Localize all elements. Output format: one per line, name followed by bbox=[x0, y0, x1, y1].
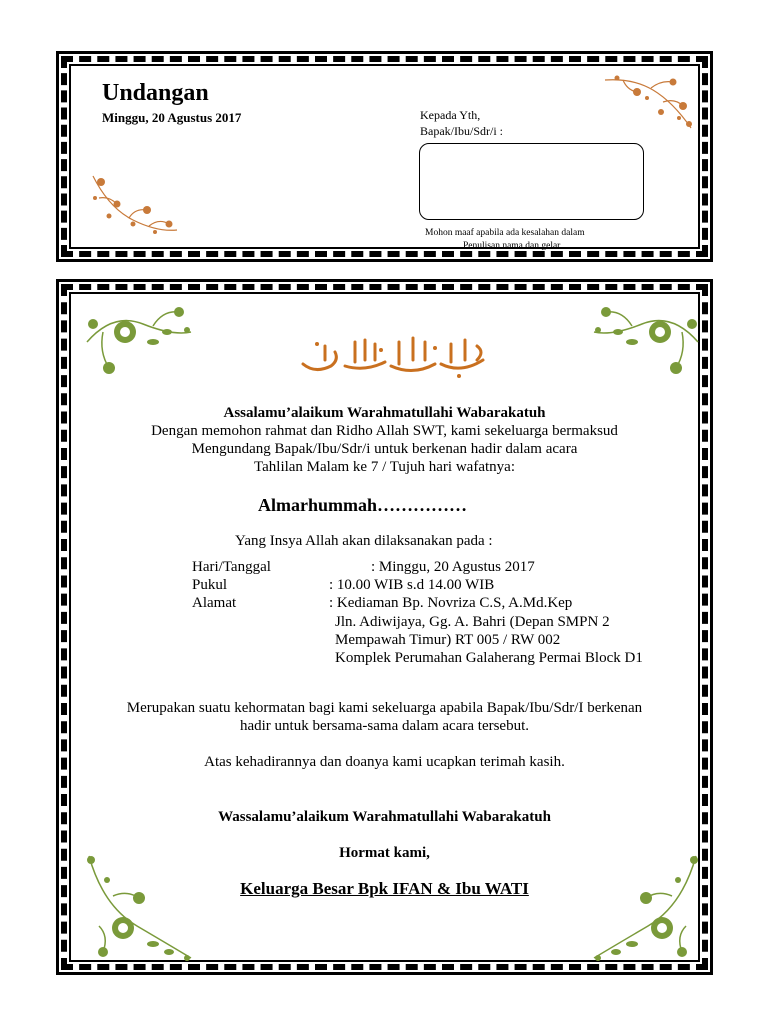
almarhum-name: Almarhummah…………… bbox=[258, 495, 468, 515]
honor-line-2: hadir untuk bersama-sama dalam acara tersebut. bbox=[239, 718, 530, 734]
note-line-2: Penulisan nama dan gelar bbox=[463, 241, 561, 251]
signature: Keluarga Besar Bpk IFAN & Ibu WATI bbox=[240, 879, 529, 898]
recipient-address-box bbox=[419, 143, 644, 220]
alamat-value-3: Mempawah Timur) RT 005 / RW 002 bbox=[335, 632, 561, 648]
lead-text: Yang Insya Allah akan dilaksanakan pada : bbox=[235, 533, 493, 549]
floral-corner-bottom-right bbox=[592, 846, 702, 966]
bismillah-calligraphy-image bbox=[295, 330, 491, 382]
note-line-1: Mohon maaf apabila ada kesalahan dalam bbox=[425, 228, 585, 238]
intro-line-2: Mengundang Bapak/Ibu/Sdr/i untuk berkenan hadir dalam acara bbox=[191, 441, 578, 457]
alamat-value-4: Komplek Perumahan Galaherang Permai Block D1 bbox=[335, 650, 643, 666]
floral-corner-top-left bbox=[83, 302, 193, 382]
thanks-text: Atas kehadirannya dan doanya kami ucapkan terimah kasih. bbox=[204, 754, 565, 770]
alamat-label: Alamat bbox=[192, 595, 237, 611]
honor-line-1: Merupakan suatu kehormatan bagi kami sekeluarga apabila Bapak/Ibu/Sdr/I berkenan bbox=[126, 700, 643, 716]
invitation-card bbox=[56, 279, 713, 975]
envelope-card bbox=[56, 51, 713, 262]
hari-value: : Minggu, 20 Agustus 2017 bbox=[371, 559, 535, 575]
hari-label: Hari/Tanggal bbox=[192, 559, 271, 575]
hormat-kami: Hormat kami, bbox=[339, 845, 430, 861]
recipient-label: Bapak/Ibu/Sdr/i : bbox=[420, 124, 503, 138]
greeting: Assalamu’alaikum Warahmatullahi Wabarakatuh bbox=[223, 405, 546, 421]
pukul-label: Pukul bbox=[192, 577, 228, 593]
envelope-title: Undangan bbox=[102, 80, 209, 106]
alamat-value-2: Jln. Adiwijaya, Gg. A. Bahri (Depan SMPN 2 bbox=[335, 614, 610, 630]
intro-line-3: Tahlilan Malam ke 7 / Tujuh hari wafatnya: bbox=[254, 459, 515, 475]
intro-line-1: Dengan memohon rahmat dan Ridho Allah SWT, kami sekeluarga bermaksud bbox=[151, 423, 618, 439]
floral-corner-top-right bbox=[592, 302, 702, 382]
kepada-label: Kepada Yth, bbox=[420, 108, 481, 122]
pukul-value: : 10.00 WIB s.d 14.00 WIB bbox=[329, 577, 495, 593]
closing-greeting: Wassalamu’alaikum Warahmatullahi Wabarakatuh bbox=[218, 809, 551, 825]
floral-ornament-top-right bbox=[603, 72, 695, 134]
floral-corner-bottom-left bbox=[83, 846, 193, 966]
alamat-value-1: : Kediaman Bp. Novriza C.S, A.Md.Kep bbox=[329, 595, 573, 611]
envelope-date: Minggu, 20 Agustus 2017 bbox=[102, 110, 242, 125]
floral-ornament-bottom-left bbox=[89, 168, 179, 238]
